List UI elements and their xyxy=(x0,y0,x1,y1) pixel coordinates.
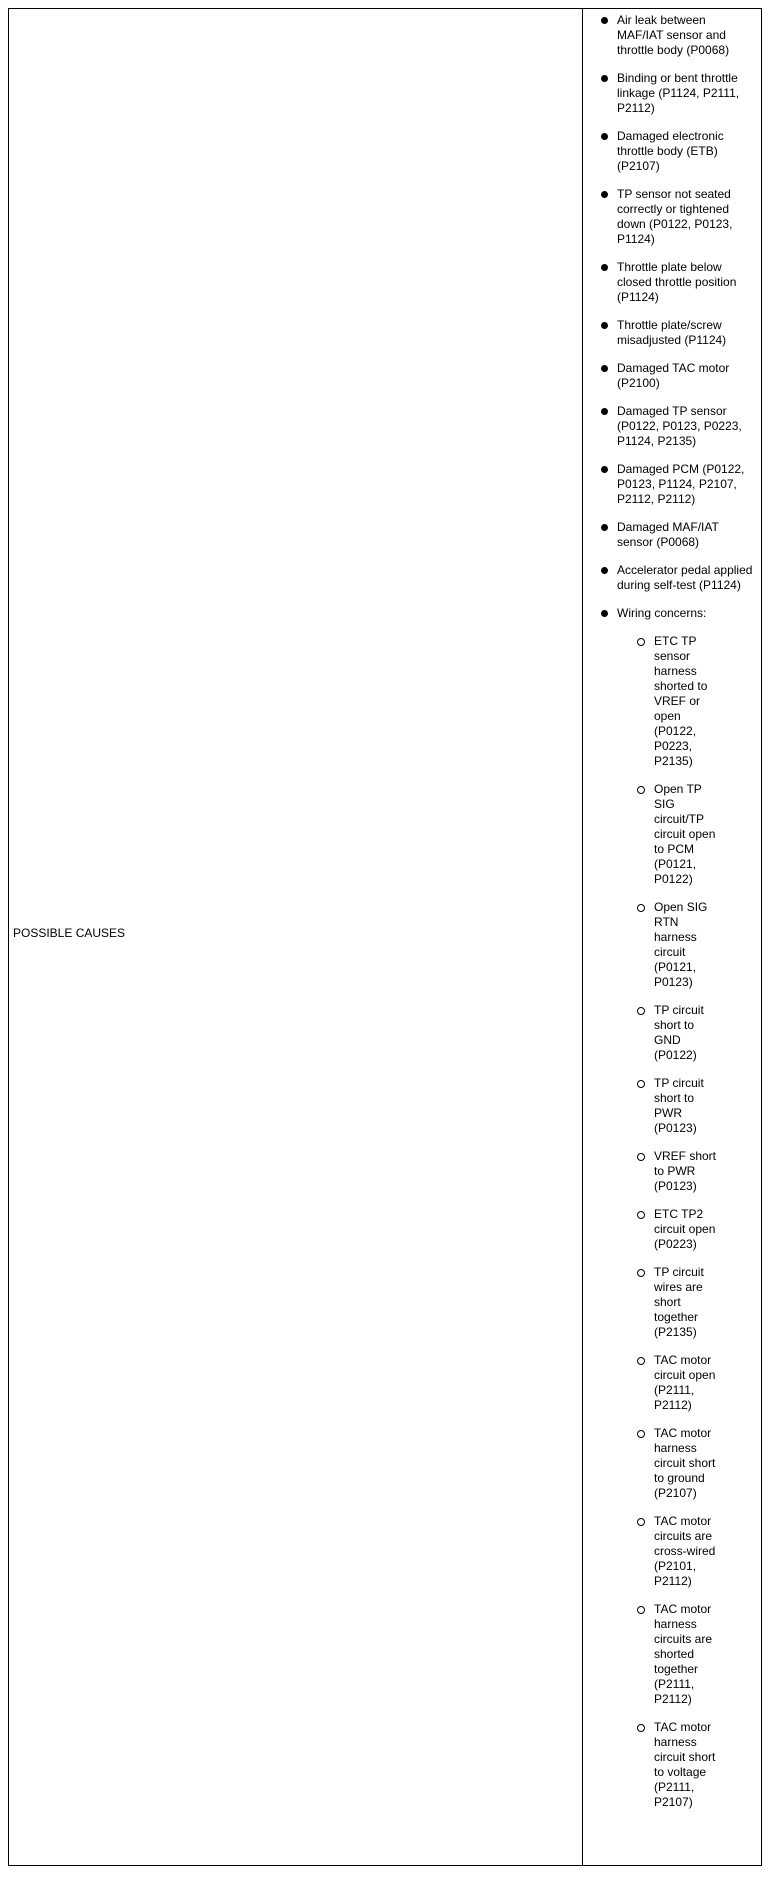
cause-item: Accelerator pedal applied during self-test (P1124) xyxy=(601,563,755,593)
cause-item: Damaged PCM (P0122, P0123, P1124, P2107, P2112, P2112) xyxy=(601,462,755,507)
bullet-icon xyxy=(601,466,608,473)
wiring-item: TP circuit wires are short together (P2135) xyxy=(637,1265,717,1340)
cause-item: Binding or bent throttle linkage (P1124, P2111, P2112) xyxy=(601,71,755,116)
circle-bullet-icon xyxy=(637,1724,645,1732)
possible-causes-table xyxy=(8,8,762,1866)
circle-bullet-icon xyxy=(637,1153,645,1161)
cause-item: Damaged TAC motor (P2100) xyxy=(601,361,755,391)
bullet-icon xyxy=(601,365,608,372)
wiring-item: TAC motor circuit open (P2111, P2112) xyxy=(637,1353,717,1413)
wiring-item: TAC motor harness circuit short to ground (P2107) xyxy=(637,1426,717,1501)
cause-item: Throttle plate/screw misadjusted (P1124) xyxy=(601,318,755,348)
circle-bullet-icon xyxy=(637,638,645,646)
cause-item: Air leak between MAF/IAT sensor and throttle body (P0068) xyxy=(601,13,755,58)
cause-item: Damaged MAF/IAT sensor (P0068) xyxy=(601,520,755,550)
label-cell xyxy=(9,9,583,1865)
wiring-item: TAC motor harness circuits are shorted together (P2111, P2112) xyxy=(637,1602,717,1707)
cause-item-wiring: Wiring concerns: ETC TP sensor harness shorted to VREF or open (P0122, P0223, P2135) Open TP SIG circuit/TP circuit open to PCM (P0121, P0122) Open SIG RTN harness circuit (P0121, P0123) TP circuit short to GND (P0122) TP circuit short to PWR (P0123) VREF short to PWR (P0123) ETC TP2 circuit open (P0223) TP circuit wires are short together (P2135) TAC motor circuit open (P2111, P2112) TAC motor harness circuit short to ground (P2107) TAC motor circuits are cross-wired (P2101, P2112) TAC motor harness circuits are shorted together (P2111, P2112) TAC motor harness circuit short to voltage (P2111, P2107) xyxy=(601,606,755,1810)
possible-causes-label: POSSIBLE CAUSES xyxy=(13,926,126,940)
cause-item: Throttle plate below closed throttle position (P1124) xyxy=(601,260,755,305)
causes-cell xyxy=(583,9,761,1865)
wiring-item: TAC motor circuits are cross-wired (P2101, P2112) xyxy=(637,1514,717,1589)
circle-bullet-icon xyxy=(637,1269,645,1277)
circle-bullet-icon xyxy=(637,1211,645,1219)
bullet-icon xyxy=(601,264,608,271)
bullet-icon xyxy=(601,133,608,140)
circle-bullet-icon xyxy=(637,1518,645,1526)
wiring-item: TP circuit short to GND (P0122) xyxy=(637,1003,717,1063)
bullet-icon xyxy=(601,17,608,24)
circle-bullet-icon xyxy=(637,786,645,794)
circle-bullet-icon xyxy=(637,1606,645,1614)
causes-list xyxy=(601,13,755,1810)
wiring-item: ETC TP sensor harness shorted to VREF or open (P0122, P0223, P2135) xyxy=(637,634,717,769)
wiring-concerns-list xyxy=(637,634,717,1810)
bullet-icon xyxy=(601,524,608,531)
bullet-icon xyxy=(601,322,608,329)
bullet-icon xyxy=(601,408,608,415)
circle-bullet-icon xyxy=(637,1080,645,1088)
circle-bullet-icon xyxy=(637,1357,645,1365)
circle-bullet-icon xyxy=(637,1430,645,1438)
circle-bullet-icon xyxy=(637,904,645,912)
cause-item: Damaged electronic throttle body (ETB) (P2107) xyxy=(601,129,755,174)
bullet-icon xyxy=(601,191,608,198)
wiring-item: ETC TP2 circuit open (P0223) xyxy=(637,1207,717,1252)
wiring-item: VREF short to PWR (P0123) xyxy=(637,1149,717,1194)
bullet-icon xyxy=(601,610,608,617)
wiring-item: Open SIG RTN harness circuit (P0121, P0123) xyxy=(637,900,717,990)
wiring-item: TP circuit short to PWR (P0123) xyxy=(637,1076,717,1136)
bullet-icon xyxy=(601,75,608,82)
cause-item: Damaged TP sensor (P0122, P0123, P0223, P1124, P2135) xyxy=(601,404,755,449)
wiring-item: Open TP SIG circuit/TP circuit open to PCM (P0121, P0122) xyxy=(637,782,717,887)
cause-item: TP sensor not seated correctly or tightened down (P0122, P0123, P1124) xyxy=(601,187,755,247)
bullet-icon xyxy=(601,567,608,574)
wiring-item: TAC motor harness circuit short to voltage (P2111, P2107) xyxy=(637,1720,717,1810)
circle-bullet-icon xyxy=(637,1007,645,1015)
